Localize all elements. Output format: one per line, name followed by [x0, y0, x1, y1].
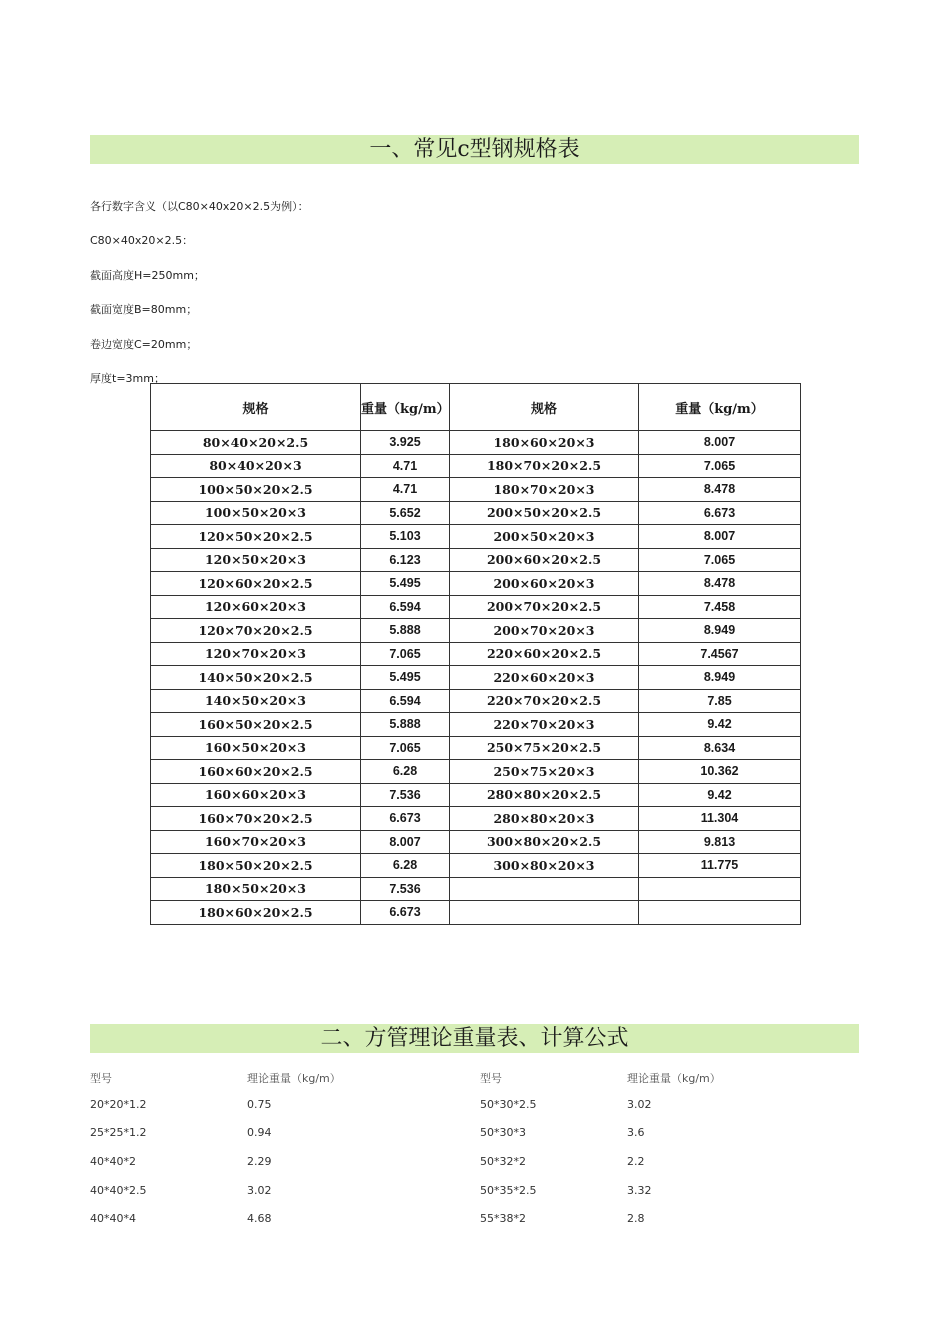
- weight-cell: 5.888: [361, 619, 450, 643]
- tube-model-cell: 50*35*2.5: [480, 1184, 537, 1197]
- weight-cell: 4.71: [361, 478, 450, 502]
- table-row: [151, 807, 801, 831]
- table-row: [151, 901, 801, 925]
- spec-cell: 180×50×20×2.5: [151, 854, 361, 878]
- table-row: [151, 454, 801, 478]
- weight-cell: 8.007: [361, 830, 450, 854]
- tube-weight-cell: 0.75: [247, 1098, 272, 1111]
- spec-cell: 160×50×20×3: [151, 736, 361, 760]
- note-line: 各行数字含义（以C80×40x20×2.5为例）：: [90, 200, 309, 213]
- spec-cell: 280×80×20×2.5: [450, 783, 639, 807]
- c-steel-spec-table: [150, 383, 801, 925]
- table-row: [151, 501, 801, 525]
- spec-cell: 200×70×20×3: [450, 619, 639, 643]
- spec-cell: 200×50×20×3: [450, 525, 639, 549]
- table-row: [151, 736, 801, 760]
- table-row: [151, 572, 801, 596]
- spec-cell: 120×70×20×2.5: [151, 619, 361, 643]
- header-spec: 规格: [450, 384, 639, 431]
- weight-cell: 8.478: [639, 572, 801, 596]
- weight-cell: 5.103: [361, 525, 450, 549]
- weight-cell: 7.85: [639, 689, 801, 713]
- weight-cell: [639, 877, 801, 901]
- weight-cell: 7.458: [639, 595, 801, 619]
- table-row: [151, 877, 801, 901]
- spec-cell: 180×60×20×2.5: [151, 901, 361, 925]
- spec-cell: 120×50×20×3: [151, 548, 361, 572]
- weight-cell: 4.71: [361, 454, 450, 478]
- tube-header-cell: 理论重量（kg/m）: [247, 1072, 341, 1085]
- weight-cell: 7.065: [639, 548, 801, 572]
- spec-cell: 200×60×20×3: [450, 572, 639, 596]
- weight-cell: 8.634: [639, 736, 801, 760]
- weight-cell: 7.4567: [639, 642, 801, 666]
- spec-cell: [450, 877, 639, 901]
- weight-cell: 9.42: [639, 783, 801, 807]
- table-row: [151, 760, 801, 784]
- spec-cell: 160×60×20×2.5: [151, 760, 361, 784]
- weight-cell: 8.949: [639, 619, 801, 643]
- note-line: 厚度t=3mm；: [90, 372, 165, 385]
- tube-model-cell: 50*30*2.5: [480, 1098, 537, 1111]
- weight-cell: 6.673: [639, 501, 801, 525]
- spec-cell: 100×50×20×2.5: [151, 478, 361, 502]
- weight-cell: 9.813: [639, 830, 801, 854]
- weight-cell: 9.42: [639, 713, 801, 737]
- table-row: [151, 854, 801, 878]
- tube-model-cell: 40*40*4: [90, 1212, 136, 1225]
- table-row: [151, 548, 801, 572]
- tube-model-cell: 55*38*2: [480, 1212, 526, 1225]
- weight-cell: 7.065: [361, 736, 450, 760]
- spec-cell: 180×70×20×3: [450, 478, 639, 502]
- weight-cell: 8.007: [639, 525, 801, 549]
- spec-cell: 250×75×20×2.5: [450, 736, 639, 760]
- spec-cell: 220×60×20×3: [450, 666, 639, 690]
- spec-cell: 180×70×20×2.5: [450, 454, 639, 478]
- spec-cell: 120×70×20×3: [151, 642, 361, 666]
- weight-cell: 8.949: [639, 666, 801, 690]
- spec-cell: 220×60×20×2.5: [450, 642, 639, 666]
- spec-cell: 180×60×20×3: [450, 431, 639, 455]
- spec-cell: 250×75×20×3: [450, 760, 639, 784]
- weight-cell: 3.925: [361, 431, 450, 455]
- spec-cell: 220×70×20×2.5: [450, 689, 639, 713]
- table-row: [151, 478, 801, 502]
- note-line: 卷边宽度C=20mm；: [90, 338, 198, 351]
- weight-cell: 6.123: [361, 548, 450, 572]
- tube-model-cell: 50*30*3: [480, 1126, 526, 1139]
- spec-cell: 160×50×20×2.5: [151, 713, 361, 737]
- tube-weight-cell: 2.2: [627, 1155, 645, 1168]
- spec-cell: 200×50×20×2.5: [450, 501, 639, 525]
- tube-model-cell: 40*40*2.5: [90, 1184, 147, 1197]
- weight-cell: 8.007: [639, 431, 801, 455]
- spec-cell: 180×50×20×3: [151, 877, 361, 901]
- note-line: 截面宽度B=80mm；: [90, 303, 198, 316]
- table-row: [151, 830, 801, 854]
- weight-cell: [639, 901, 801, 925]
- weight-cell: 8.478: [639, 478, 801, 502]
- table-row: [151, 619, 801, 643]
- spec-cell: [450, 901, 639, 925]
- spec-cell: 140×50×20×3: [151, 689, 361, 713]
- weight-cell: 5.888: [361, 713, 450, 737]
- spec-cell: 160×70×20×3: [151, 830, 361, 854]
- weight-cell: 5.495: [361, 666, 450, 690]
- spec-cell: 100×50×20×3: [151, 501, 361, 525]
- tube-model-cell: 25*25*1.2: [90, 1126, 147, 1139]
- spec-cell: 140×50×20×2.5: [151, 666, 361, 690]
- spec-cell: 120×60×20×2.5: [151, 572, 361, 596]
- section-title-square-tube: 二、方管理论重量表、计算公式: [90, 1024, 859, 1053]
- tube-weight-cell: 2.8: [627, 1212, 645, 1225]
- table-row: [151, 642, 801, 666]
- spec-cell: 200×60×20×2.5: [450, 548, 639, 572]
- tube-model-cell: 50*32*2: [480, 1155, 526, 1168]
- spec-cell: 300×80×20×2.5: [450, 830, 639, 854]
- tube-weight-cell: 2.29: [247, 1155, 272, 1168]
- tube-weight-cell: 3.32: [627, 1184, 652, 1197]
- spec-cell: 280×80×20×3: [450, 807, 639, 831]
- weight-cell: 6.28: [361, 854, 450, 878]
- tube-weight-cell: 3.02: [247, 1184, 272, 1197]
- weight-cell: 7.065: [639, 454, 801, 478]
- spec-cell: 200×70×20×2.5: [450, 595, 639, 619]
- spec-cell: 300×80×20×3: [450, 854, 639, 878]
- spec-cell: 160×60×20×3: [151, 783, 361, 807]
- spec-cell: 80×40×20×2.5: [151, 431, 361, 455]
- header-spec: 规格: [151, 384, 361, 431]
- tube-header-cell: 型号: [480, 1072, 502, 1085]
- spec-cell: 120×60×20×3: [151, 595, 361, 619]
- table-row: [151, 525, 801, 549]
- header-weight: 重量（kg/m）: [639, 384, 801, 431]
- weight-cell: 7.536: [361, 877, 450, 901]
- weight-cell: 5.495: [361, 572, 450, 596]
- header-weight: 重量（kg/m）: [361, 384, 450, 431]
- spec-cell: 120×50×20×2.5: [151, 525, 361, 549]
- tube-weight-cell: 4.68: [247, 1212, 272, 1225]
- weight-cell: 6.28: [361, 760, 450, 784]
- weight-cell: 10.362: [639, 760, 801, 784]
- tube-weight-cell: 3.02: [627, 1098, 652, 1111]
- weight-cell: 6.594: [361, 595, 450, 619]
- tube-weight-cell: 3.6: [627, 1126, 645, 1139]
- tube-model-cell: 20*20*1.2: [90, 1098, 147, 1111]
- table-row: [151, 595, 801, 619]
- section-title-c-steel: 一、常见c型钢规格表: [90, 135, 859, 164]
- note-line: 截面高度H=250mm；: [90, 269, 205, 282]
- spec-cell: 220×70×20×3: [450, 713, 639, 737]
- table-row: [151, 713, 801, 737]
- table-row: [151, 431, 801, 455]
- weight-cell: 11.304: [639, 807, 801, 831]
- tube-header-cell: 理论重量（kg/m）: [627, 1072, 721, 1085]
- tube-weight-cell: 0.94: [247, 1126, 272, 1139]
- weight-cell: 6.673: [361, 807, 450, 831]
- weight-cell: 6.673: [361, 901, 450, 925]
- tube-header-cell: 型号: [90, 1072, 112, 1085]
- spec-cell: 160×70×20×2.5: [151, 807, 361, 831]
- weight-cell: 7.536: [361, 783, 450, 807]
- weight-cell: 6.594: [361, 689, 450, 713]
- table-row: [151, 783, 801, 807]
- weight-cell: 5.652: [361, 501, 450, 525]
- table-row: [151, 689, 801, 713]
- table-row: [151, 666, 801, 690]
- tube-model-cell: 40*40*2: [90, 1155, 136, 1168]
- table-header-row: [151, 384, 801, 431]
- weight-cell: 11.775: [639, 854, 801, 878]
- note-line: C80×40x20×2.5：: [90, 234, 194, 247]
- spec-cell: 80×40×20×3: [151, 454, 361, 478]
- weight-cell: 7.065: [361, 642, 450, 666]
